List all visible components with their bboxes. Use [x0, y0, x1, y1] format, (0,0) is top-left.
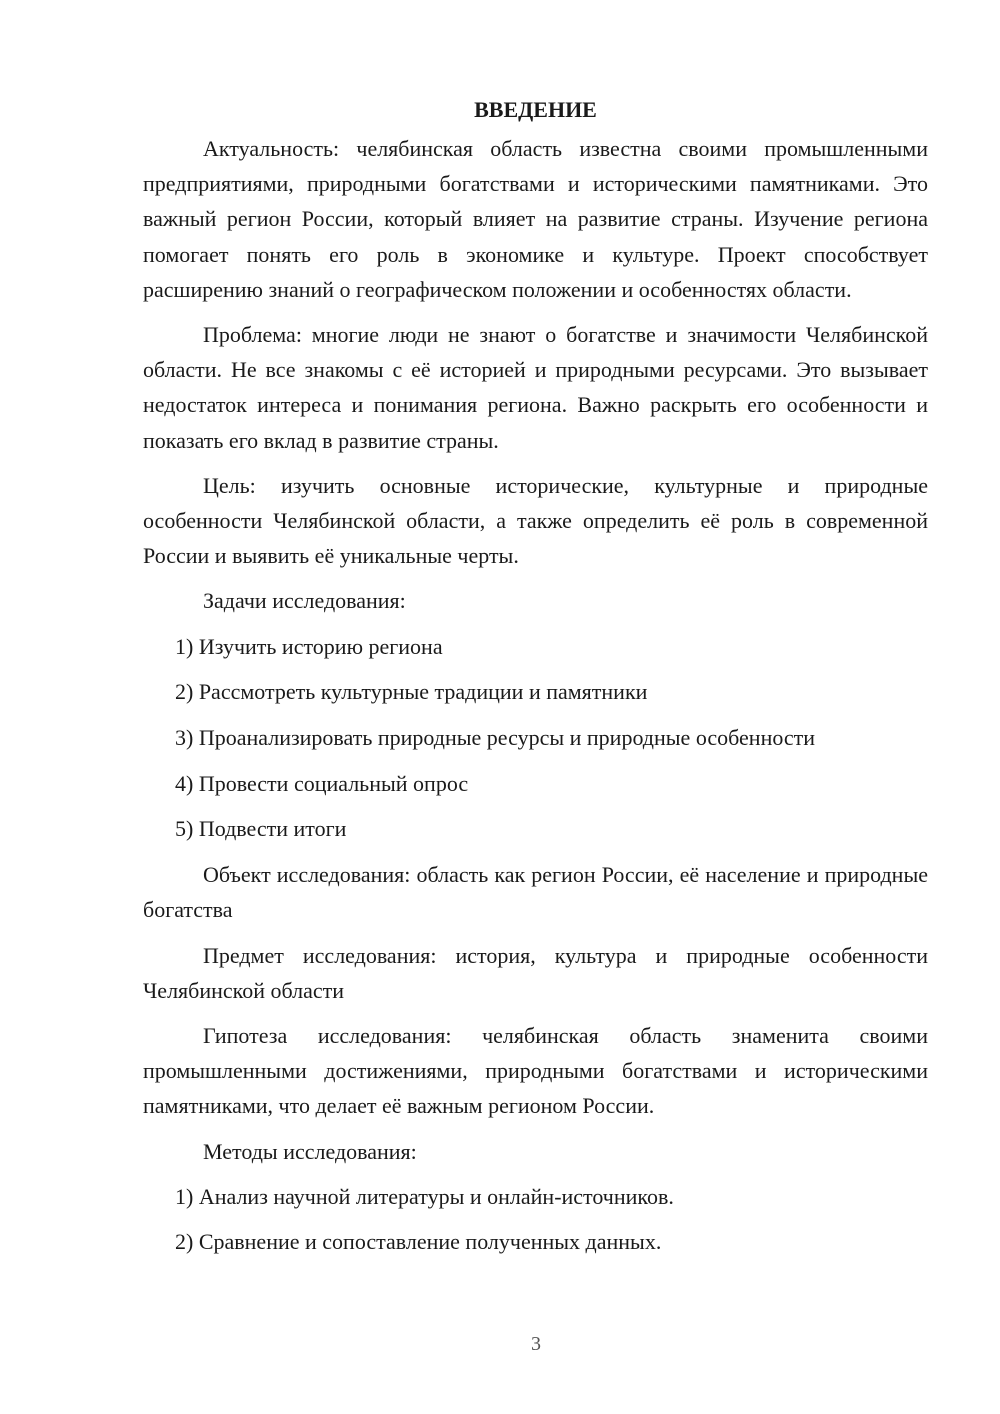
hypothesis-paragraph: Гипотеза исследования: челябинская область знаменита своими промышленными достижениями, природными богатствами и историческими памятниками, что делает её важным регионом России. [143, 1022, 928, 1119]
tasks-list [143, 629, 928, 847]
list-item: 1) Анализ научной литературы и онлайн-источников. [175, 1183, 674, 1209]
tasks-label: Задачи исследования: [203, 588, 406, 614]
list-item: 2) Рассмотреть культурные традиции и памятники [175, 679, 648, 705]
list-item: 1) Изучить историю региона [175, 633, 443, 659]
section-heading: ВВЕДЕНИЕ [474, 97, 597, 122]
list-item: 5) Подвести итоги [175, 816, 347, 842]
problem-paragraph: Проблема: многие люди не знают о богатстве и значимости Челябинской области. Не все знакомы с её историей и природными ресурсами. Это вызывает недостаток интереса и понимания региона. Важно раскрыть его особенности и показать его вклад в развитие страны. [143, 322, 928, 453]
list-item: 2) Сравнение и сопоставление полученных данных. [175, 1229, 662, 1255]
subject-paragraph: Предмет исследования: история, культура и природные особенности Челябинской области [143, 942, 928, 1003]
goal-paragraph: Цель: изучить основные исторические, культурные и природные особенности Челябинской области, а также определить её роль в современной России и выявить её уникальные черты. [143, 472, 928, 569]
object-paragraph: Объект исследования: область как регион России, её население и природные богатства [143, 862, 928, 923]
methods-list [143, 1179, 928, 1260]
list-item: 3) Проанализировать природные ресурсы и природные особенности [175, 725, 816, 751]
document-page [143, 92, 928, 1270]
relevance-paragraph: Актуальность: челябинская область известна своими промышленными предприятиями, природными богатствами и историческими памятниками. Это важный регион России, который влияет на развитие страны. Изучение региона помогает понять его роль в экономике и культуре. Проект способствует расширению знаний о географическом положении и особенностях области. [143, 136, 928, 302]
page-number: 3 [531, 1333, 541, 1355]
methods-label: Методы исследования: [203, 1138, 417, 1164]
list-item: 4) Провести социальный опрос [175, 770, 469, 796]
